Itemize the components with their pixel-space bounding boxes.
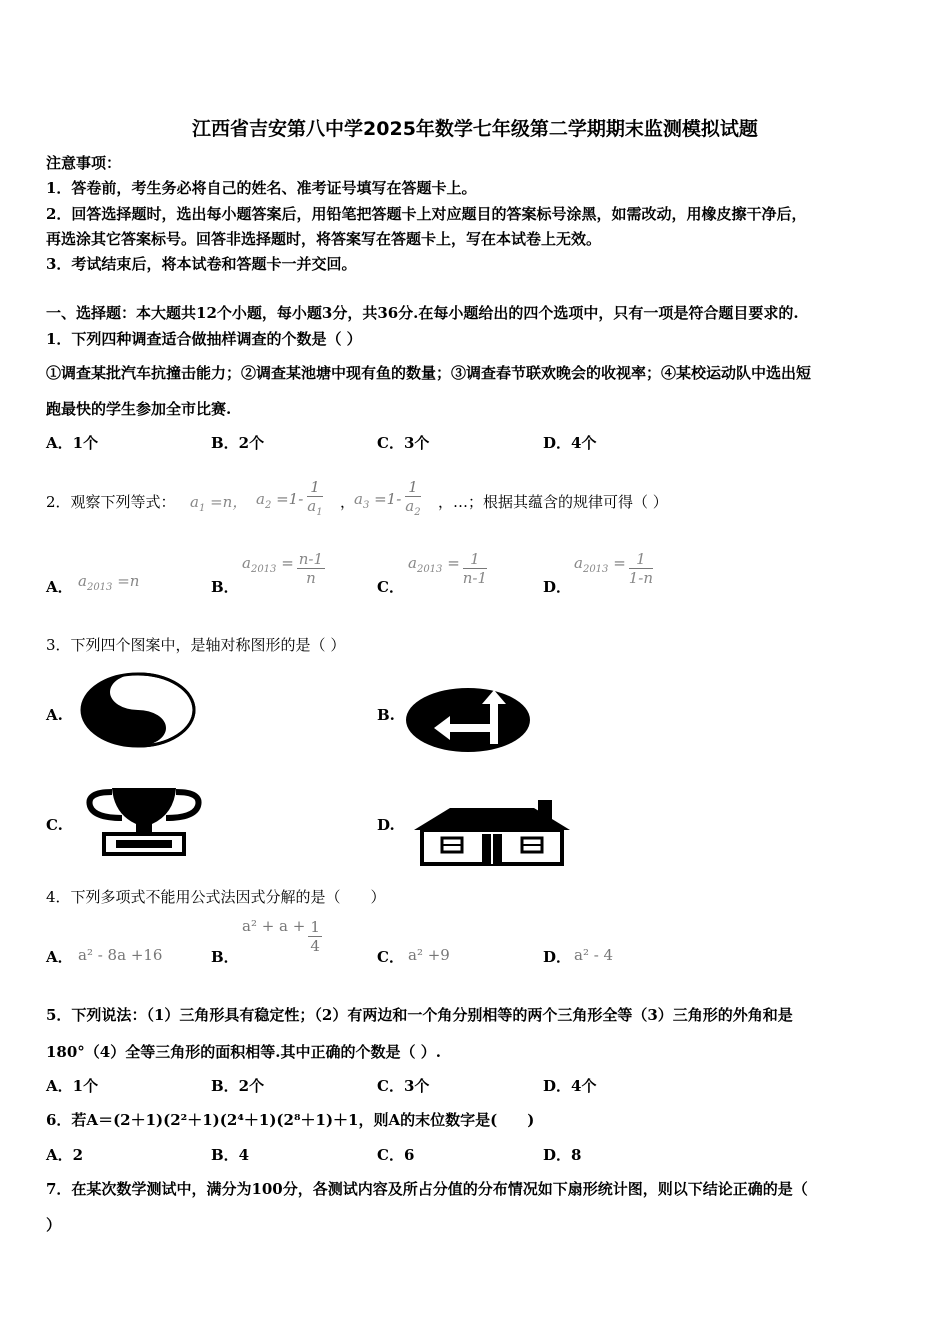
question-4-stem: 4．下列多项式不能用公式法因式分解的是（ ） — [46, 888, 386, 906]
question-6-option-b: B．4 — [211, 1146, 250, 1164]
question-4-option-c: a² +9 — [408, 946, 450, 964]
eq3-lhs: a — [354, 490, 363, 508]
option-b-num: 1 — [310, 918, 320, 936]
a-sub: 2013 — [582, 563, 609, 575]
a-var: a — [574, 553, 583, 572]
page-title: 江西省吉安第八中学2025年数学七年级第二学期期末监测模拟试题 — [192, 118, 758, 140]
question-3-option-a-label: A. — [46, 706, 63, 724]
option-b-den: 4 — [310, 937, 320, 955]
eq2 — [256, 478, 323, 522]
eq3-sub: 3 — [362, 500, 370, 511]
question-6-option-a: A．2 — [46, 1146, 84, 1164]
question-7-text: ） — [46, 1216, 62, 1234]
section-heading: 一、选择题：本大题共12个小题，每小题3分，共36分.在每小题给出的四个选项中，只有一项是符合题目要求的. — [46, 304, 799, 322]
option-a-rhs: =n — [117, 572, 140, 590]
notice-item: 1．答卷前，考生务必将自己的姓名、准考证号填写在答题卡上。 — [46, 179, 477, 197]
option-d-num: 1 — [629, 550, 653, 569]
question-2-option-d: $a_{2013}$ = $\frac{1}{1-n}$ — [574, 550, 654, 587]
question-2-option-b: $a_{2013}$ = $\frac{n-1}{n}$ — [242, 550, 324, 587]
question-3-option-b-label: B. — [377, 706, 395, 724]
eq1-lhs: a — [190, 493, 199, 511]
question-4-option-c-label: C． — [377, 948, 404, 966]
eq1 — [190, 491, 247, 514]
option-b-num: n-1 — [298, 550, 324, 568]
eq2-lhs: a — [256, 490, 265, 508]
a-var: a — [408, 553, 417, 572]
question-4-option-b — [242, 918, 322, 955]
question-1-option-d: D．4个 — [543, 434, 597, 452]
question-5-text: 5．下列说法：（1）三角形具有稳定性；（2）有两边和一个角分别相等的两个三角形全等（3）三角形的外角和是 — [46, 1006, 793, 1024]
question-1-stem: 1．下列四种调查适合做抽样调查的个数是（ ） — [46, 330, 362, 348]
question-2-number: 2．观察下列等式： — [46, 493, 176, 511]
question-4-option-a: a² - 8a +16 — [78, 946, 163, 964]
question-3-option-d-label: D. — [377, 816, 395, 834]
question-2-option-a — [78, 572, 139, 593]
question-5-option-a: A．1个 — [46, 1077, 99, 1095]
question-1-option-a: A．1个 — [46, 434, 99, 452]
question-5-option-c: C．3个 — [377, 1077, 430, 1095]
question-3-stem: 3．下列四个图案中，是轴对称图形的是（ ） — [46, 636, 346, 654]
eq2-mid: =1- — [276, 490, 304, 508]
a-sub: 2013 — [86, 582, 113, 593]
question-4-option-d-label: D． — [543, 948, 572, 966]
question-5-text: 180°（4）全等三角形的面积相等.其中正确的个数是（ ）. — [46, 1043, 441, 1061]
eq2-sub: 2 — [264, 500, 272, 511]
question-2-tail: ，…；根据其蕴含的规律可得（ ） — [438, 493, 668, 511]
notice-heading: 注意事项： — [46, 154, 122, 172]
eq1-rhs: =n， — [210, 493, 248, 511]
question-2-option-c-label: C． — [377, 578, 404, 596]
a-sub: 2013 — [416, 563, 443, 575]
eq1-sub: 1 — [198, 503, 206, 514]
eq3-num: 1 — [405, 478, 420, 497]
notice-item: 2．回答选择题时，选出每小题答案后，用铅笔把答题卡上对应题目的答案标号涂黑，如需改动，用橡皮擦干净后， — [46, 205, 807, 223]
trophy-icon — [82, 784, 206, 858]
question-1-option-c: C．3个 — [377, 434, 430, 452]
eq2-den-sub: 1 — [316, 507, 323, 518]
eq-separator: ， — [340, 493, 356, 511]
house-icon — [410, 798, 574, 866]
turn-sign-icon — [404, 686, 532, 754]
question-4-option-d: a² - 4 — [574, 946, 614, 964]
notice-item: 再选涂其它答案标号。回答非选择题时，将答案写在答题卡上，写在本试卷上无效。 — [46, 230, 602, 248]
a-sub: 2013 — [250, 563, 277, 575]
question-5-option-b: B．2个 — [211, 1077, 265, 1095]
eq3-den: a — [405, 497, 415, 515]
eq2-num: 1 — [307, 478, 322, 497]
question-2-option-c: $a_{2013}$ = $\frac{1}{n-1}$ — [408, 550, 488, 587]
question-1-text: ①调查某批汽车抗撞击能力；②调查某池塘中现有鱼的数量；③调查春节联欢晚会的收视率；④某校运动队中选出短 — [46, 364, 812, 382]
yin-yang-icon — [80, 672, 196, 748]
eq3-mid: =1- — [374, 490, 402, 508]
notice-item: 3．考试结束后，将本试卷和答题卡一并交回。 — [46, 255, 357, 273]
option-c-den: n-1 — [462, 569, 488, 587]
question-4-option-a-label: A． — [46, 948, 73, 966]
option-b-den: n — [306, 569, 316, 587]
option-d-den: 1-n — [628, 569, 654, 587]
question-6-stem: 6．若A＝(2＋1)(2²＋1)(2⁴＋1)(2⁸＋1)＋1，则A的末位数字是( ) — [46, 1111, 535, 1129]
question-6-option-c: C．6 — [377, 1146, 415, 1164]
question-3-option-c-label: C. — [46, 816, 63, 834]
question-2-option-b-label: B． — [211, 578, 239, 596]
question-2-option-d-label: D． — [543, 578, 572, 596]
a-var: a — [78, 572, 87, 590]
question-1-option-b: B．2个 — [211, 434, 265, 452]
option-b-pre: a² + a + — [242, 916, 306, 935]
a-var: a — [242, 553, 251, 572]
eq3-den-sub: 2 — [414, 507, 421, 518]
option-c-num: 1 — [463, 550, 487, 569]
eq3 — [354, 478, 421, 522]
question-2-option-a-label: A． — [46, 578, 73, 596]
question-1-text: 跑最快的学生参加全市比赛. — [46, 400, 232, 418]
question-4-option-b-label: B． — [211, 948, 239, 966]
question-5-option-d: D．4个 — [543, 1077, 597, 1095]
eq2-den: a — [307, 497, 317, 515]
question-7-text: 7．在某次数学测试中，满分为100分，各测试内容及所占分值的分布情况如下扇形统计图，则以下结论正确的是（ — [46, 1180, 808, 1198]
question-6-option-d: D．8 — [543, 1146, 582, 1164]
